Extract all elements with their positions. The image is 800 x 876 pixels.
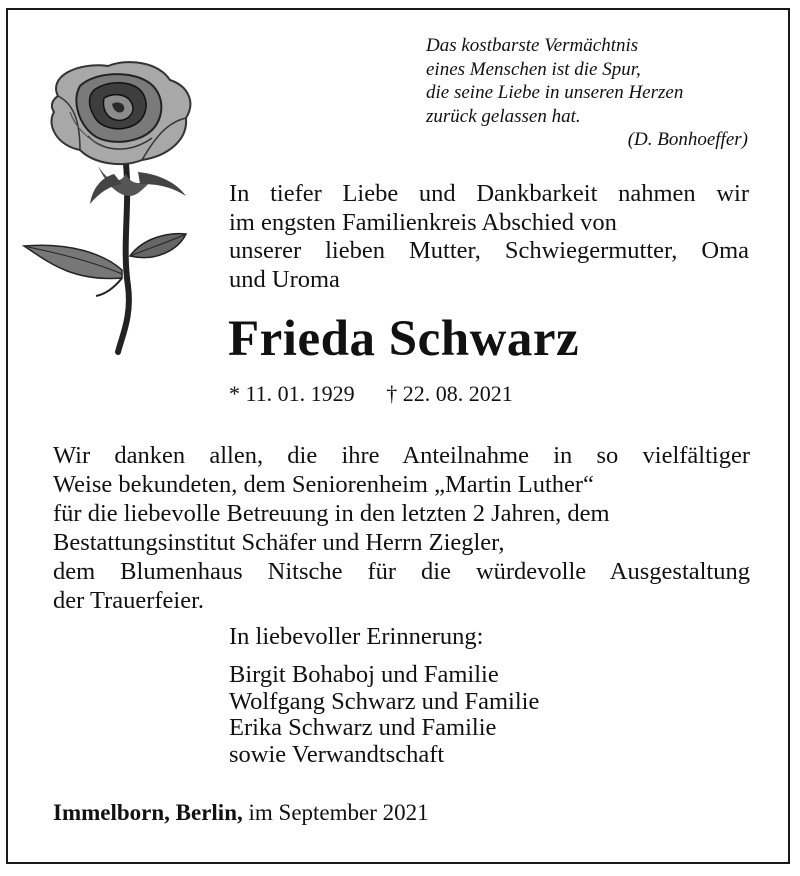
thanks-line: Bestattungsinstitut Schäfer und Herrn Ziegler,	[53, 529, 505, 556]
deceased-name: Frieda Schwarz	[228, 311, 580, 367]
intro-line: In tiefer Liebe und Dankbarkeit nahmen wir	[229, 180, 749, 207]
thanks-line: Weise bekundeten, dem Seniorenheim „Martin Luther“	[53, 471, 594, 498]
signers-list	[229, 662, 539, 768]
thanks-line: Wir danken allen, die ihre Anteilnahme in so vielfältiger	[53, 442, 750, 469]
thanks-text	[53, 441, 750, 615]
intro-line: und Uroma	[229, 265, 340, 293]
signer: sowie Verwandtschaft	[229, 740, 445, 768]
quote-line: zurück gelassen hat.	[426, 105, 581, 127]
quote-attribution: (D. Bonhoeffer)	[627, 129, 748, 150]
thanks-line: für die liebevolle Betreuung in den letzten 2 Jahren, dem	[53, 500, 610, 527]
closing-line: In liebevoller Erinnerung:	[229, 623, 484, 650]
birth-date: * 11. 01. 1929	[229, 381, 355, 406]
thanks-line: der Trauerfeier.	[53, 587, 205, 614]
quote-line: die seine Liebe in unseren Herzen	[426, 82, 684, 103]
quote-line: eines Menschen ist die Spur,	[426, 58, 641, 80]
place-location: Immelborn, Berlin,	[53, 800, 243, 825]
signer: Erika Schwarz und Familie	[229, 714, 497, 741]
signer: Wolfgang Schwarz und Familie	[229, 687, 540, 715]
signer: Birgit Bohaboj und Familie	[229, 661, 499, 688]
place-and-date	[53, 800, 429, 826]
thanks-line: dem Blumenhaus Nitsche für die würdevolle Ausgestaltung	[53, 558, 750, 585]
intro-line: im engsten Familienkreis Abschied von	[229, 208, 617, 236]
intro-text	[229, 180, 749, 294]
intro-line: unserer lieben Mutter, Schwiegermutter, Oma	[229, 237, 749, 264]
bonhoeffer-quote	[426, 34, 756, 152]
quote-line: Das kostbarste Vermächtnis	[426, 35, 639, 56]
place-date: im September 2021	[248, 800, 429, 825]
life-dates	[229, 381, 513, 407]
rose-icon	[18, 56, 228, 356]
death-date: † 22. 08. 2021	[386, 381, 513, 406]
